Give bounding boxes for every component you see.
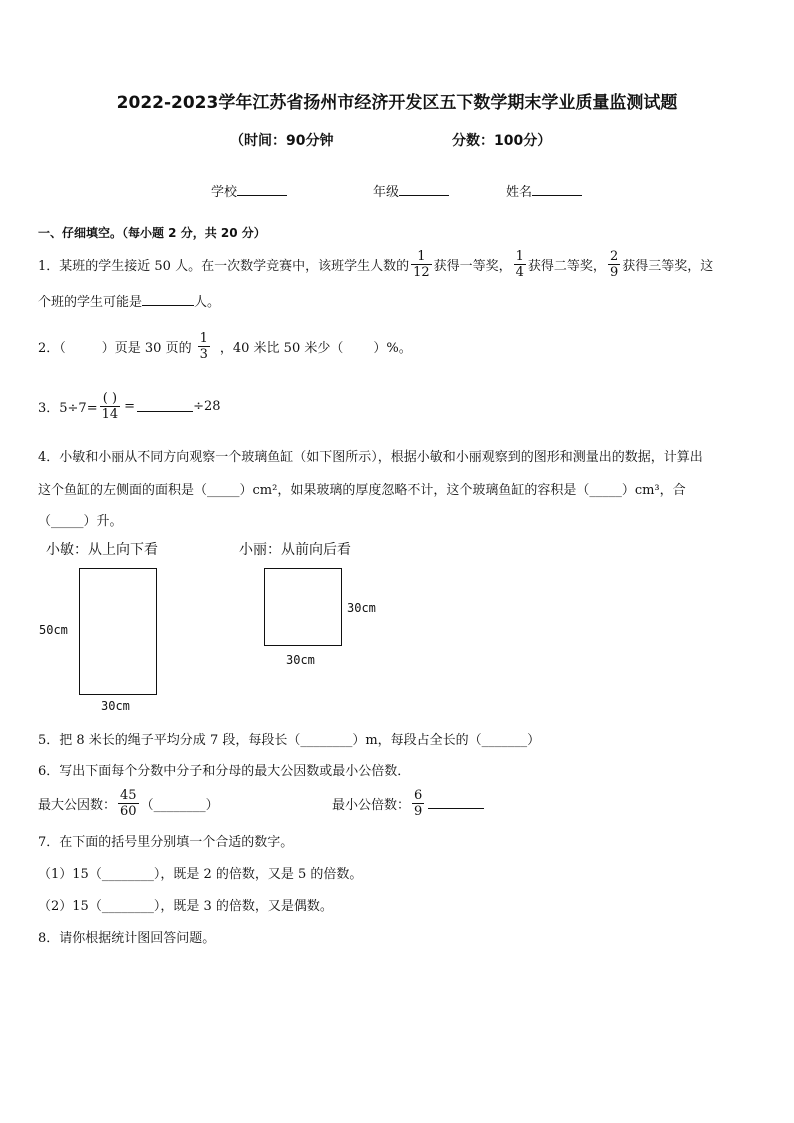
figure-2-bottom-label: 30cm [286,653,315,667]
score-label: 分数：100分） [452,133,552,149]
fish-tank-top-view [79,568,157,695]
figure-1-side-label: 50cm [39,623,68,637]
q1-text-d: 获得三等奖，这 [622,258,714,274]
question-4-line3: （_____）升。 [38,514,123,529]
q6-lcm-fraction: $\frac{6}{9}$ [414,787,423,819]
q6-gcd-fraction: $\frac{45}{60}$ [120,787,137,819]
question-6-line1: 6．写出下面每个分数中分子和分母的最大公因数或最小公倍数． [38,764,411,779]
q1-text-c: 获得二等奖， [527,258,606,274]
school-field [211,181,287,200]
name-label: 姓名 [506,185,533,200]
question-1-line2: 个班的学生可能是 人。 [38,295,221,310]
q1-fraction-3: $\frac{2}{9}$ [609,248,619,280]
question-6-gcd: 最大公因数： $\frac{45}{60}$ （________） [38,787,219,819]
q1-fraction-1: $\frac{1}{12}$ [413,248,430,280]
question-3: 3．5÷7= $\frac{( )}{14}$ = ÷28 [38,390,221,422]
name-field [506,181,582,200]
q1-answer-blank[interactable] [142,294,194,306]
time-label: （时间：90分钟 [230,133,334,149]
q3-blank[interactable] [137,400,193,412]
grade-field [373,181,449,200]
q3-fraction: $\frac{( )}{14}$ [101,390,119,422]
question-7-sub2: （2）15（________），既是 3 的倍数，又是偶数。 [38,899,333,914]
question-8: 8．请你根据统计图回答问题。 [38,931,216,946]
question-6-lcm: 最小公倍数： $\frac{6}{9}$ [332,784,484,822]
question-4-line2: 这个鱼缸的左侧面的面积是（_____）cm²，如果玻璃的厚度忽略不计，这个玻璃鱼缸的容积是（_____）cm³，合 [38,483,686,498]
q1-text-a: 1．某班的学生接近 50 人。在一次数学竞赛中，该班学生人数的 [38,258,410,274]
q2-fraction: $\frac{1}{3}$ [199,330,208,362]
q1-text-b: 获得一等奖， [433,258,512,274]
grade-blank [399,183,449,196]
school-blank [237,183,287,196]
question-7-sub1: （1）15（________），既是 2 的倍数，又是 5 的倍数。 [38,867,363,882]
name-blank [532,183,582,196]
figure-2-side-label: 30cm [347,601,376,615]
question-4-line1: 4．小敏和小丽从不同方向观察一个玻璃鱼缸（如下图所示），根据小敏和小丽观察到的图形和测量出的数据，计算出 [38,450,703,465]
section-heading: 一、仔细填空。（每小题 2 分，共 20 分） [38,226,266,240]
question-2: 2．（ ）页是 30 页的 $\frac{1}{3}$ ，40 米比 50 米少（ ）%。 [38,330,412,362]
fish-tank-front-view [264,568,342,646]
figure-1-bottom-label: 30cm [101,699,130,713]
q6-lcm-blank[interactable] [428,797,484,809]
school-label: 学校 [211,185,238,200]
question-5: 5．把 8 米长的绳子平均分成 7 段，每段长（________）m，每段占全长的（_______） [38,733,541,748]
q1-fraction-2: $\frac{1}{4}$ [515,248,524,280]
figure-1-caption: 小敏：从上向下看 [46,542,158,558]
question-1 [38,246,713,282]
page-title: 2022-2023学年江苏省扬州市经济开发区五下数学期末学业质量监测试题 [116,93,678,113]
question-7-line1: 7．在下面的括号里分别填一个合适的数字。 [38,835,294,850]
figure-2-caption: 小丽：从前向后看 [239,542,351,558]
grade-label: 年级 [373,185,400,200]
